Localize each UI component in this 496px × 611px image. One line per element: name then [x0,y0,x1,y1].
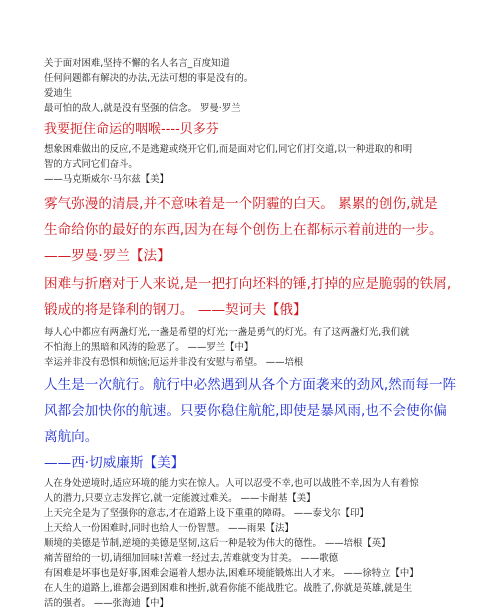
maltz-section [44,142,456,187]
rolland-quote-line-2: 生命给你的最好的东西,因为在每个创伤上在都标示着前进的一步。 [44,222,443,238]
maltz-attribution: ——马克斯威尔·马尔兹【美】 [44,174,169,185]
adversity-quotes-section [44,476,456,611]
intro-quote-rolland: 最可怕的敌人,就是没有坚强的信念。 罗曼·罗兰 [44,103,241,114]
chekhov-quote-line-2: 锻成的将是锋利的钢刀。 ——契诃夫【俄】 [44,302,307,318]
intro-author-edison: 爱迪生 [44,88,73,99]
rolland-quote-section [44,191,456,269]
document-page [44,56,456,611]
voyage-quote-line-3: 离航向。 [44,429,99,445]
zhang-haidi-quote-line-2: 活的强者。 ——张海迪【中】 [44,598,169,609]
maltz-quote-line-1: 想象困难做出的反应,不是逃避或绕开它们,而是面对它们,同它们打交道,以一种进取的和明 [44,144,413,155]
zhang-haidi-quote-line-1: 在人生的道路上,谁都会遇到困难和挫折,就看你能不能战胜它。战胜了,你就是英雄,就是生 [44,583,413,594]
rolland-quote-line-1: 雾气弥漫的清晨,并不意味着是一个阴霾的白天。 累累的创伤,就是 [44,196,438,212]
carnegie-quote-line-2: 人的潜力,只要立志发挥它,就一定能渡过难关。 ——卡耐基【美】 [44,493,316,504]
goethe-quote: 痛苦留给的一切,请细加回味!苦难一经过去,苦难就变为甘美。 ——歌德 [44,553,338,564]
intro-quote-edison: 任何问题都有解决的办法,无法可想的事是没有的。 [44,73,254,84]
voyage-quote-line-2: 风都会加快你的航速。只要你稳住航舵,即使是暴风雨,也不会使你偏 [44,403,447,419]
lamps-section [44,325,456,370]
rolland-attribution: ——罗曼·罗兰【法】 [44,248,171,264]
intro-title: 关于面对困难,坚持不懈的名人名言_百度知道 [44,58,230,69]
intro-section [44,56,456,116]
tagore-quote: 上天完全是为了坚强你的意志,才在道路上设下重重的障碍。 ——泰戈尔【印】 [44,508,369,519]
voyage-quote-section [44,372,456,476]
carnegie-quote-line-1: 人在身处逆境时,适应环境的能力实在惊人。人可以忍受不幸,也可以战胜不幸,因为人有着惊 [44,478,419,489]
bacon-virtue-quote: 顺境的美德是节制,逆境的美德是坚韧,这后一种是较为伟大的德性。 ——培根【英】 [44,538,391,549]
lamps-quote-line-2: 不怕海上的黑暗和风涛的险恶了。 ——罗兰【中】 [44,342,254,353]
maltz-quote-line-2: 智的方式同它们奋斗。 [44,159,138,170]
lamps-quote-line-1: 每人心中都应有两盏灯光,一盏是希望的灯光;一盏是勇气的灯光。有了这两盏灯光,我们就 [44,327,410,338]
beethoven-heading: 我要扼住命运的咽喉----贝多芬 [44,122,219,137]
chekhov-quote-section [44,271,456,323]
voyage-quote-line-1: 人生是一次航行。航行中必然遇到从各个方面袭来的劲风,然而每一阵 [44,377,456,393]
chekhov-quote-line-1: 困难与折磨对于人来说,是一把打向坯料的锤,打掉的应是脆弱的铁屑, [44,276,452,292]
hugo-quote: 上天给人一份困难时,同时也给人一份智慧。 ——雨果【法】 [44,523,294,534]
voyage-attribution: ——西·切威廉斯【美】 [44,455,185,471]
xu-teli-quote: 有困难是坏事也是好事,困难会逼着人想办法,困难环境能锻炼出人才来。 ——徐特立【中】 [44,568,419,579]
bacon-quote: 幸运并非没有恐惧和烦恼;厄运并非没有安慰与希望。 ——培根 [44,357,304,368]
